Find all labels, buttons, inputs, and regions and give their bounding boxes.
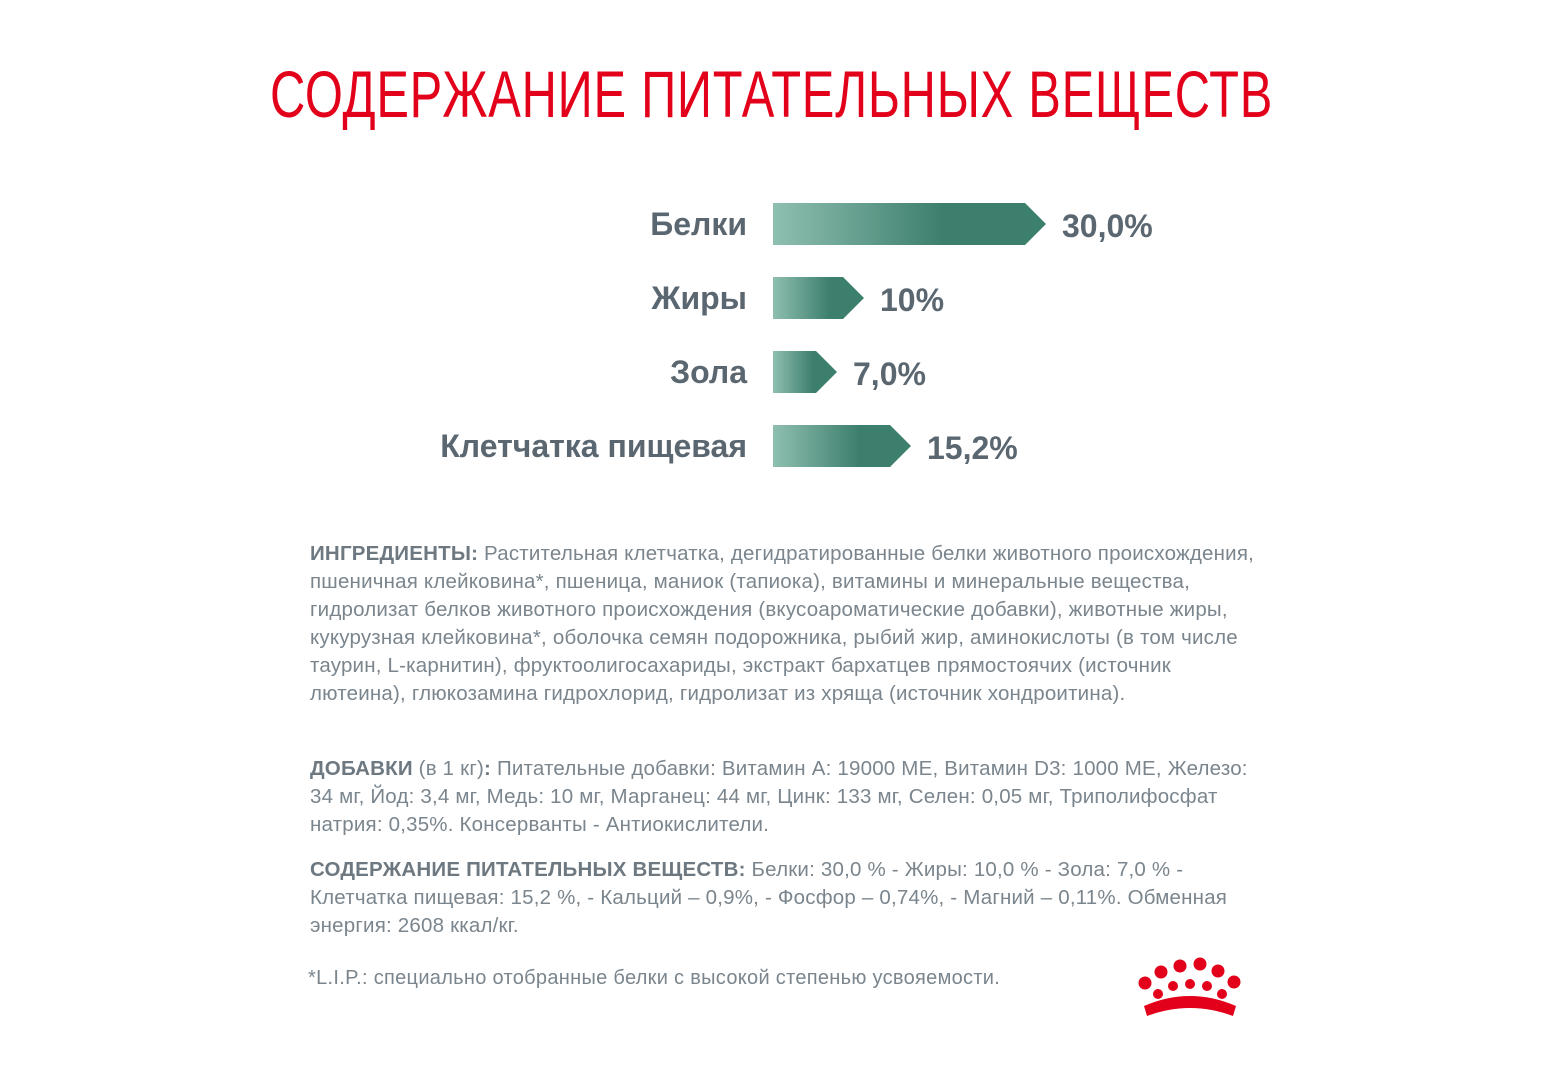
additives-colon: : xyxy=(484,757,492,780)
additives-paragraph xyxy=(310,755,1260,839)
page-title: СОДЕРЖАНИЕ ПИТАТЕЛЬНЫХ ВЕЩЕСТВ xyxy=(269,57,1274,131)
bar xyxy=(773,277,864,319)
bar-label: Жиры xyxy=(651,280,747,316)
bar-label: Белки xyxy=(650,206,747,242)
additives-text: Питательные добавки: Витамин A: 19000 МЕ, Витамин D3: 1000 МЕ, Железо: 34 мг, Йод: 3,4 мг, Медь: 10 мг, Марганец: 44 мг, Цинк: 133 мг, Селен: 0,05 мг, Триполифосфат натрия: 0,35%. Консерванты - Антиокислители. xyxy=(310,757,1248,836)
ingredients-text: Растительная клетчатка, дегидратированные белки животного происхождения, пшеничная клейковина*, пшеница, маниок (тапиока), витамины и минеральные вещества, гидролизат белков животного происхождения (вкусоароматические добавки), животные жиры, кукурузная клейковина*, оболочка семян подорожника, рыбий жир, аминокислоты (в том числе таурин, L-карнитин), фруктоолигосахариды, экстракт бархатцев прямостоячих (источник лютеина), глюкозамина гидрохлорид, гидролизат из хряща (источник хондроитина). xyxy=(310,542,1255,705)
nutrients-label: СОДЕРЖАНИЕ ПИТАТЕЛЬНЫХ ВЕЩЕСТВ: xyxy=(310,858,746,881)
bar-value-label: 7,0% xyxy=(853,356,926,392)
bar-label: Клетчатка пищевая xyxy=(440,428,747,464)
nutrients-text: Белки: 30,0 % - Жиры: 10,0 % - Зола: 7,0 % - Клетчатка пищевая: 15,2 %, - Кальций – 0,9%, - Фосфор – 0,74%, - Магний – 0,11%. Обменная энергия: 2608 ккал/кг. xyxy=(310,858,1228,937)
bar-value-label: 15,2% xyxy=(927,430,1018,466)
lip-footnote: *L.I.P.: специально отобранные белки с высокой степенью усвояемости. xyxy=(308,967,1001,989)
ingredients-label: ИНГРЕДИЕНТЫ: xyxy=(310,542,479,565)
bar xyxy=(773,351,837,393)
nutrients-paragraph xyxy=(310,856,1260,940)
ingredients-paragraph xyxy=(310,540,1260,708)
royal-crown-icon xyxy=(1130,956,1245,1022)
bar xyxy=(773,425,911,467)
bar xyxy=(773,203,1046,245)
additives-qualifier: (в 1 кг) xyxy=(412,757,485,780)
bar-value-label: 10% xyxy=(880,282,945,318)
bar-value-label: 30,0% xyxy=(1062,208,1153,244)
additives-label: ДОБАВКИ xyxy=(310,757,413,780)
bar-label: Зола xyxy=(670,354,747,390)
